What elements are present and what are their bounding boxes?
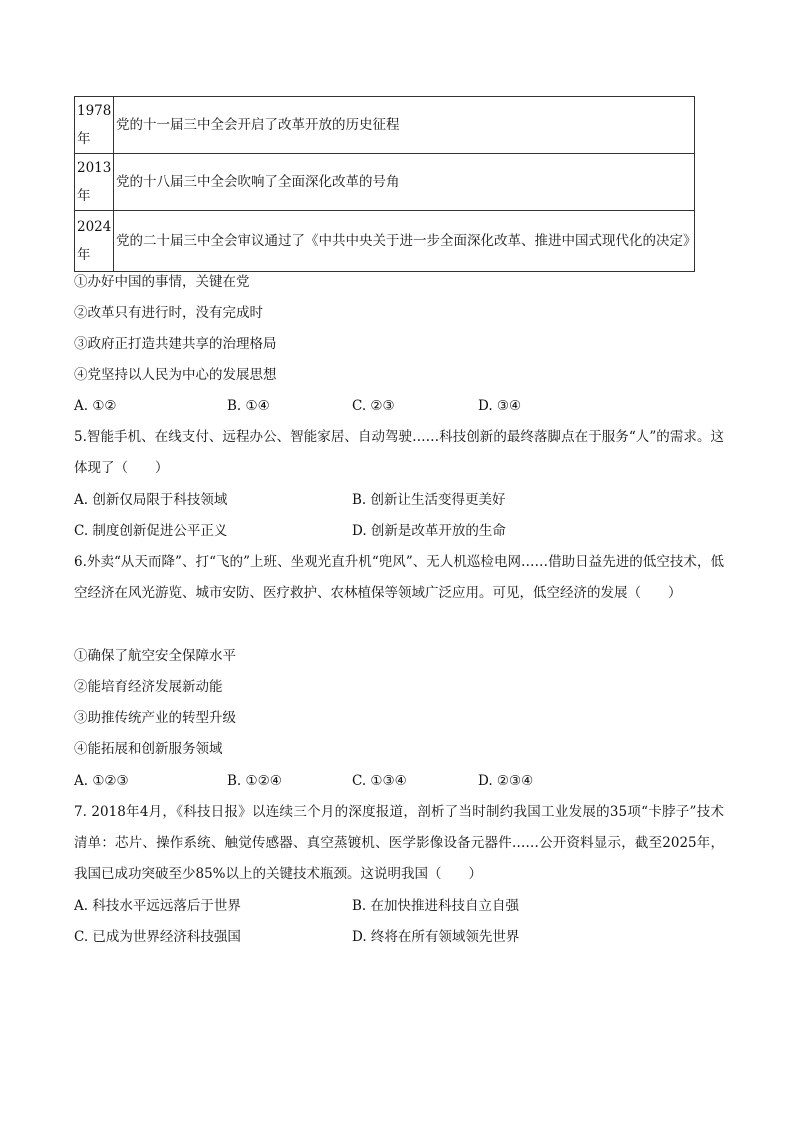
q6-option-d[interactable]: D. ②③④ <box>478 773 534 789</box>
q6-stem: 6.外卖“从天而降”、打“飞的”上班、坐观光直升机“兜风”、无人机巡检电网……借助日益先进的低空技术，低空经济在风光游览、城市安防、医疗救护、农林植保等领域广泛应用。可见，低空经济的发展（ ） <box>74 554 724 601</box>
q6-option-c[interactable]: C. ①③④ <box>352 773 407 789</box>
q4-statement-4: ④党坚持以人民为中心的发展思想 <box>74 367 277 383</box>
q6-option-a[interactable]: A. ①②③ <box>74 773 129 789</box>
q5-stem: 5.智能手机、在线支付、远程办公、智能家居、自动驾驶……科技创新的最终落脚点在于服务“人”的需求。这体现了（ ） <box>74 429 724 476</box>
event-cell: 党的二十届三中全会审议通过了《中共中央关于进一步全面深化改革、推进中国式现代化的决定》 <box>114 211 695 272</box>
history-table <box>74 96 695 272</box>
q5-option-b[interactable]: B. 创新让生活变得更美好 <box>352 492 506 508</box>
q4-option-d[interactable]: D. ③④ <box>478 398 522 414</box>
year-cell: 2013年 <box>75 154 114 211</box>
q6-statement-2: ②能培育经济发展新动能 <box>74 679 223 695</box>
q4-option-c[interactable]: C. ②③ <box>352 398 395 414</box>
q5-option-a[interactable]: A. 创新仅局限于科技领域 <box>74 492 228 508</box>
q6-statement-3: ③助推传统产业的转型升级 <box>74 710 236 726</box>
q7-option-b[interactable]: B. 在加快推进科技自立自强 <box>352 898 520 914</box>
q5-option-d[interactable]: D. 创新是改革开放的生命 <box>352 523 506 539</box>
event-cell: 党的十八届三中全会吹响了全面深化改革的号角 <box>114 154 695 211</box>
year-cell: 1978年 <box>75 97 114 154</box>
event-cell: 党的十一届三中全会开启了改革开放的历史征程 <box>114 97 695 154</box>
q4-option-a[interactable]: A. ①② <box>74 398 117 414</box>
year-cell: 2024年 <box>75 211 114 272</box>
table-row <box>75 97 695 154</box>
q7-option-c[interactable]: C. 已成为世界经济科技强国 <box>74 929 241 945</box>
q6-option-b[interactable]: B. ①②④ <box>227 773 282 789</box>
q4-statement-3: ③政府正打造共建共享的治理格局 <box>74 336 277 352</box>
table-row <box>75 211 695 272</box>
q7-option-a[interactable]: A. 科技水平远远落后于世界 <box>74 898 241 914</box>
q5-option-c[interactable]: C. 制度创新促进公平正义 <box>74 523 228 539</box>
q7-option-d[interactable]: D. 终将在所有领域领先世界 <box>352 929 520 945</box>
table-row <box>75 154 695 211</box>
q6-statement-4: ④能拓展和创新服务领域 <box>74 741 223 757</box>
q4-statement-1: ①办好中国的事情，关键在党 <box>74 274 250 290</box>
q7-stem: 7. 2018年4月，《科技日报》以连续三个月的深度报道，剖析了当时制约我国工业发展的35项“卡脖子”技术清单：芯片、操作系统、触觉传感器、真空蒸镀机、医学影像设备元器件……公开资料显示，截至2025年，我国已成功突破至少85%以上的关键技术瓶颈。这说明我国（ ） <box>74 804 724 882</box>
q6-statement-1: ①确保了航空安全保障水平 <box>74 648 236 664</box>
q4-statement-2: ②改革只有进行时，没有完成时 <box>74 305 263 321</box>
q4-option-b[interactable]: B. ①④ <box>227 398 270 414</box>
